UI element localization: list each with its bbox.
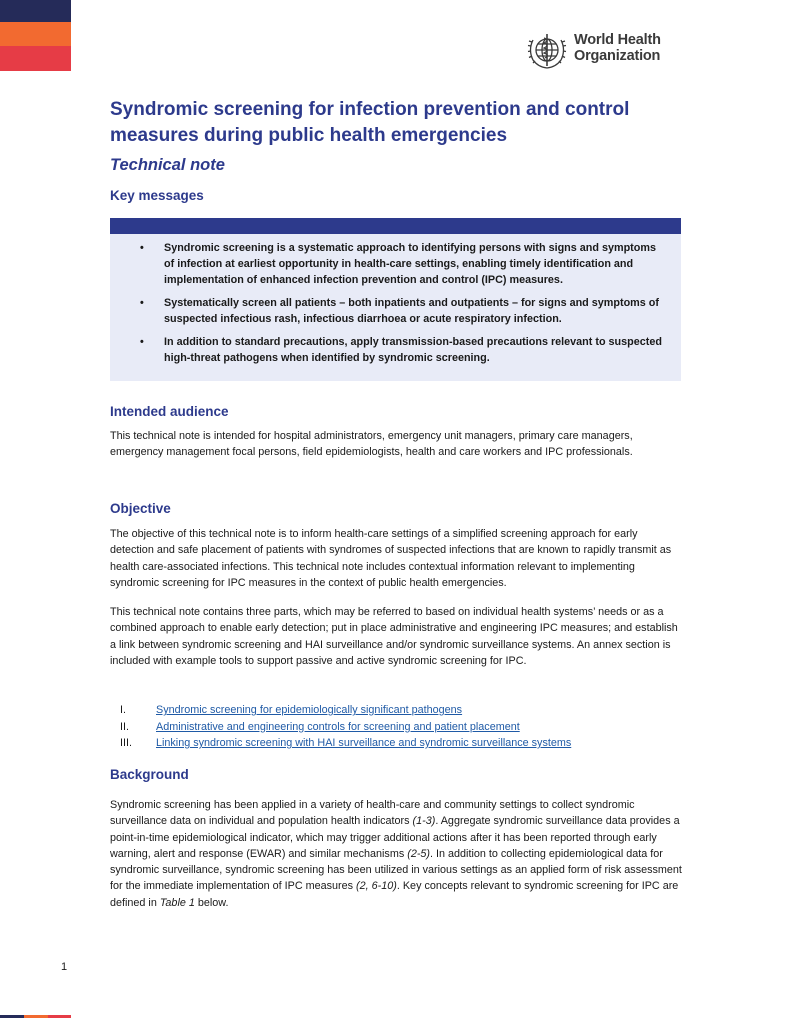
key-messages-heading: Key messages [110,188,204,203]
key-messages-box [110,218,681,381]
citation: (2, 6-10) [356,880,397,893]
corner-bar-navy [0,0,71,22]
background-text: . Key concepts relevant to syndromic screening for IPC are defined in [110,880,679,909]
intended-audience-heading: Intended audience [110,404,229,419]
corner-bar-red [0,46,71,71]
background-heading: Background [110,767,189,782]
part-number: II. [120,720,129,733]
page-subtitle: Technical note [110,156,225,174]
key-messages-list [110,240,681,373]
who-emblem-icon [524,30,570,70]
background-paragraph [110,797,682,911]
key-message-item [110,240,681,288]
objective-paragraph-1: The objective of this technical note is to inform health-care settings of a simplified screening approach for early detection and safe placement of patients with syndromes of suspected infections that are known to rapidly transmit as health care-associated infections. This technical note includes contextual information relevant to implementing syndromic screening for IPC measures in the context of public health emergencies. [110,528,672,589]
logo-wordmark [574,32,661,64]
citation: (2-5) [407,847,431,860]
bullet-icon: • [140,297,144,309]
key-message-text: Syndromic screening is a systematic approach to identifying persons with signs and symptoms of infection at earliest opportunity in health-care settings, enabling timely identification and implementation of enhanced infection prevention and control (IPC) measures. [164,242,656,286]
citation: (1-3) [412,815,436,828]
logo-line-1: World Health [574,32,661,48]
footer-bar-orange [24,1015,48,1018]
key-message-item [110,334,681,366]
footer-bar-navy [0,1015,24,1018]
background-text: below. [194,896,229,909]
part-number: I. [120,704,126,716]
part-link-3[interactable]: Linking syndromic screening with HAI surveillance and syndromic surveillance systems [156,737,572,749]
objective-paragraph-2: This technical note contains three parts, which may be referred to based on individual health systems’ needs or as a combined approach to enable early detection; put in place administrative and engineering IPC measures; and establish a link between syndromic screening and HAI surveillance and/or syndromic surveillance systems. An annex section is included with example tools to support passive and active syndromic screening for IPC. [110,606,678,667]
background-text: . Aggregate syndromic surveillance data provides a point-in-time epidemiological indicator, which may trigger additional actions after it has been reported through early warning, alert and response (EWAR) and similar mechanisms [110,815,680,860]
corner-bar-orange [0,22,71,46]
table-reference: Table 1 [159,896,195,909]
part-link-2[interactable]: Administrative and engineering controls for screening and patient placement [156,720,520,733]
page-title: Syndromic screening for infection prevention and control measures during public health emergencies [110,99,630,146]
background-text: Syndromic screening has been applied in a variety of health-care and community settings to collect syndromic surveillance data on individual and population health indicators [110,799,635,828]
footer-bar-red [48,1015,71,1018]
part-link-1[interactable]: Syndromic screening for epidemiologically significant pathogens [156,704,463,716]
bullet-icon: • [140,242,144,254]
bullet-icon: • [140,336,144,348]
logo-line-2: Organization [574,48,661,64]
background-text: . In addition to collecting epidemiological data for syndromic surveillance, syndromic screening has been utilized in various settings as an applied form of risk assessment for the immediate implementation of IPC measures [110,847,682,893]
part-number: III. [120,737,132,749]
page-number: 1 [61,961,68,973]
key-messages-box-header-bar [110,218,681,234]
objective-heading: Objective [110,501,171,516]
key-message-item [110,295,681,327]
key-message-text: In addition to standard precautions, apply transmission-based precautions relevant to suspected high-threat pathogens when identified by syndromic screening. [164,336,662,364]
who-logo [524,28,664,72]
key-message-text: Systematically screen all patients – both inpatients and outpatients – for signs and symptoms of suspected infectious rash, infectious diarrhoea or acute respiratory infection. [164,297,659,325]
intended-audience-text: This technical note is intended for hospital administrators, emergency unit managers, primary care managers, emergency management focal persons, field epidemiologists, health and care workers and IPC professionals. [110,430,633,459]
